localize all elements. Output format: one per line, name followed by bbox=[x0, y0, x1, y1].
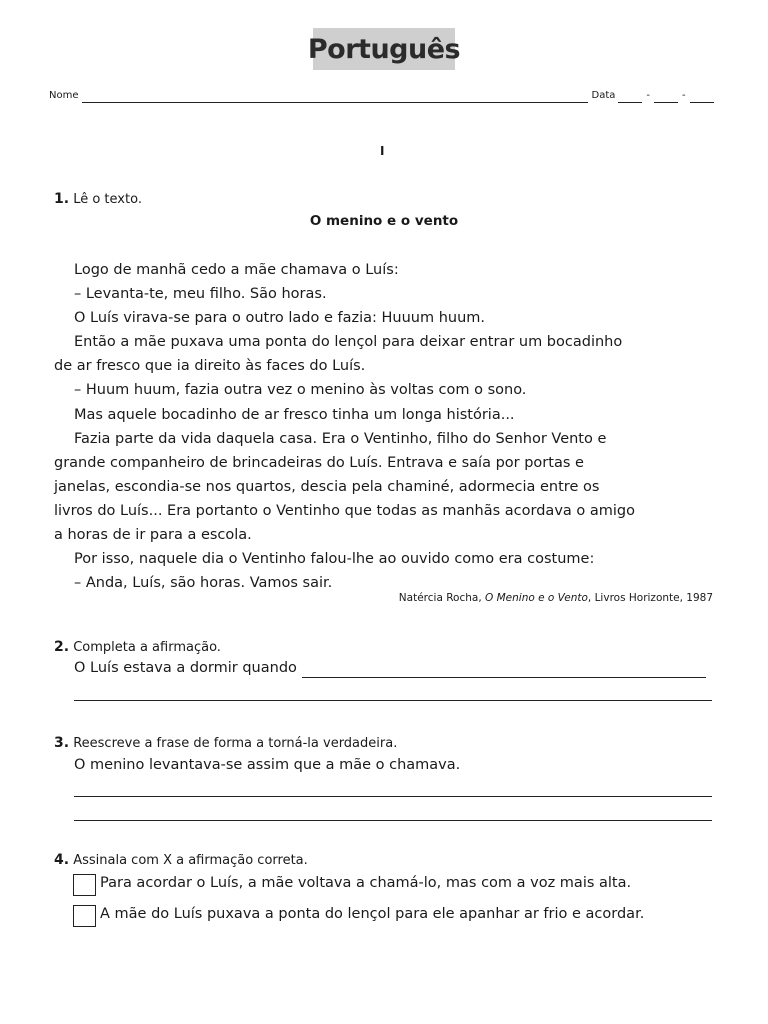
question-1-number: 1. bbox=[54, 191, 70, 207]
story-title: O menino e o vento bbox=[309, 213, 459, 229]
section-number: I bbox=[380, 144, 385, 158]
question-3 bbox=[54, 735, 397, 752]
date-month-field[interactable] bbox=[654, 92, 678, 103]
date-label: Data bbox=[591, 90, 616, 101]
subject-title-box bbox=[307, 28, 461, 70]
date-separator: - bbox=[646, 90, 650, 101]
story-line: a horas de ir para a escola. bbox=[54, 527, 252, 544]
question-1 bbox=[54, 191, 142, 208]
story-line: O Luís virava-se para o outro lado e fazia: Huuum huum. bbox=[74, 310, 486, 327]
answer-line[interactable] bbox=[302, 677, 706, 678]
question-2 bbox=[54, 639, 221, 656]
answer-line[interactable] bbox=[74, 796, 712, 797]
question-4-number: 4. bbox=[54, 852, 70, 868]
source-book: O Menino e o Vento bbox=[485, 592, 588, 604]
name-label: Nome bbox=[49, 90, 79, 101]
story-text bbox=[54, 258, 654, 595]
story-line: – Huum huum, fazia outra vez o menino às voltas com o sono. bbox=[74, 382, 527, 399]
answer-line[interactable] bbox=[74, 700, 712, 701]
name-date-line bbox=[49, 89, 719, 103]
story-line: Fazia parte da vida daquela casa. Era o Ventinho, filho do Senhor Vento e bbox=[74, 430, 607, 447]
date-separator: - bbox=[682, 90, 686, 101]
story-line: Então a mãe puxava uma ponta do lençol para deixar entrar um bocadinho bbox=[74, 334, 623, 351]
answer-line[interactable] bbox=[74, 820, 712, 821]
story-line: de ar fresco que ia direito às faces do Luís. bbox=[54, 358, 366, 375]
question-2-sentence: O Luís estava a dormir quando bbox=[74, 660, 297, 676]
option-1-label: Para acordar o Luís, a mãe voltava a chamá-lo, mas com a voz mais alta. bbox=[100, 875, 632, 891]
question-3-number: 3. bbox=[54, 735, 70, 751]
story-source bbox=[399, 592, 713, 604]
option-2-label: A mãe do Luís puxava a ponta do lençol para ele apanhar ar frio e acordar. bbox=[100, 906, 645, 922]
story-line: – Anda, Luís, são horas. Vamos sair. bbox=[74, 575, 333, 592]
option-1-checkbox[interactable] bbox=[73, 874, 96, 896]
source-author: Natércia Rocha, bbox=[398, 592, 485, 604]
story-line: janelas, escondia-se nos quartos, descia pela chaminé, adormecia entre os bbox=[54, 478, 600, 495]
story-line: Mas aquele bocadinho de ar fresco tinha um longa história... bbox=[74, 406, 515, 423]
question-3-sentence: O menino levantava-se assim que a mãe o chamava. bbox=[74, 757, 461, 773]
name-field[interactable] bbox=[82, 92, 588, 103]
story-line: Por isso, naquele dia o Ventinho falou-lhe ao ouvido como era costume: bbox=[74, 551, 595, 568]
question-3-prompt: Reescreve a frase de forma a torná-la verdadeira. bbox=[73, 736, 398, 751]
date-year-field[interactable] bbox=[690, 92, 714, 103]
question-2-prompt: Completa a afirmação. bbox=[73, 640, 221, 655]
question-1-prompt: Lê o texto. bbox=[73, 192, 142, 207]
question-4-prompt: Assinala com X a afirmação correta. bbox=[73, 853, 308, 868]
question-4 bbox=[54, 852, 308, 869]
date-day-field[interactable] bbox=[618, 92, 642, 103]
subject-title: Português bbox=[307, 33, 461, 65]
story-line: Logo de manhã cedo a mãe chamava o Luís: bbox=[74, 262, 399, 278]
question-2-number: 2. bbox=[54, 639, 70, 655]
story-line: livros do Luís... Era portanto o Ventinho que todas as manhãs acordava o amigo bbox=[54, 502, 635, 519]
source-publisher: , Livros Horizonte, 1987 bbox=[587, 592, 713, 604]
option-2-checkbox[interactable] bbox=[73, 905, 96, 927]
story-line: – Levanta-te, meu filho. São horas. bbox=[74, 286, 327, 303]
story-line: grande companheiro de brincadeiras do Luís. Entrava e saía por portas e bbox=[54, 454, 584, 471]
